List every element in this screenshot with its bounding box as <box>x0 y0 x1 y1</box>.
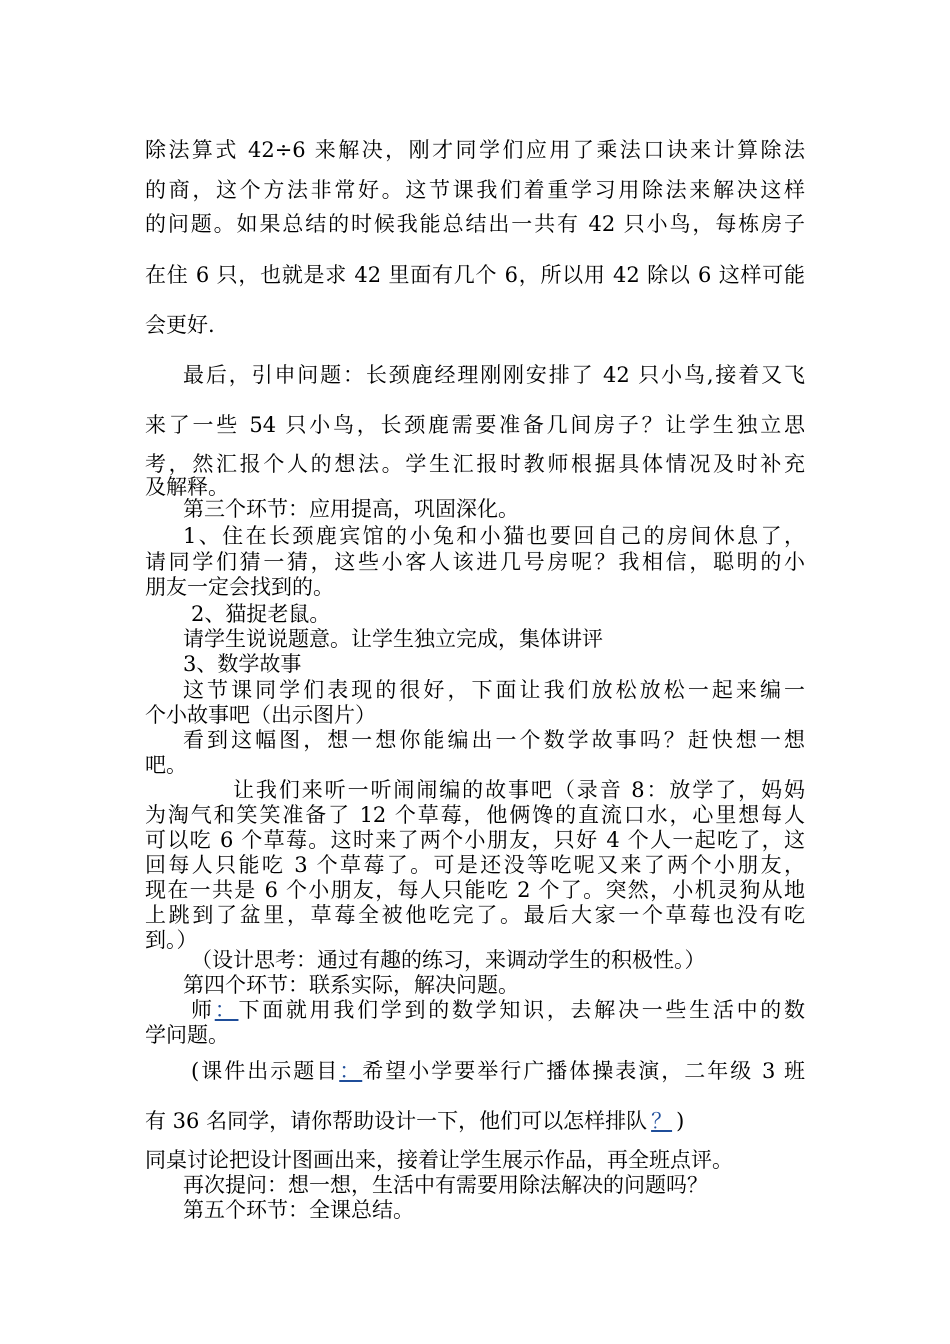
paragraph-line: 再次提问：想一想，生活中有需要用除法解决的问题吗？ <box>183 1173 708 1197</box>
comment-link[interactable]: ？ <box>651 1109 673 1133</box>
section-heading: 第三个环节：应用提高，巩固深化。 <box>183 497 519 521</box>
list-item: 2、猫捉老鼠。 <box>191 602 331 626</box>
paragraph-line: 最后，引申问题：长颈鹿经理刚刚安排了 42 只小鸟,接着又飞 <box>183 363 805 387</box>
paragraph-line: 看到这幅图，想一想你能编出一个数学故事吗？赶快想一想 <box>183 728 805 752</box>
paragraph-line: 的商，这个方法非常好。这节课我们着重学习用除法来解决这样 <box>145 178 805 202</box>
paragraph-line: 在住 6 只，也就是求 42 里面有几个 6，所以用 42 除以 6 这样可能 <box>145 263 805 287</box>
paragraph-line: 回每人只能吃 3 个草莓了。可是还没等吃呢又来了两个小朋友， <box>145 853 805 877</box>
paragraph-text: 有 36 名同学，请你帮助设计一下，他们可以怎样排队 <box>145 1109 648 1133</box>
list-item: 3、数学故事 <box>183 652 302 676</box>
paragraph-text: 希望小学要举行广播体操表演，二年级 3 班 <box>362 1059 805 1083</box>
paragraph-line: 除法算式 42÷6 来解决，刚才同学们应用了乘法口诀来计算除法 <box>145 138 805 162</box>
paragraph-line: 上跳到了盆里，草莓全被他吃完了。最后大家一个草莓也没有吃 <box>145 903 805 927</box>
paragraph-line <box>191 1058 805 1084</box>
teacher-label: 师 <box>191 998 215 1022</box>
paragraph-text: (课件出示题目 <box>191 1059 340 1083</box>
paragraph-text: 下面就用我们学到的数学知识，去解决一些生活中的数 <box>238 998 806 1022</box>
section-heading: 第四个环节：联系实际，解决问题。 <box>183 973 519 997</box>
comment-link[interactable]: ： <box>214 998 239 1022</box>
paragraph-line: 同桌讨论把设计图画出来，接着让学生展示作品，再全班点评。 <box>145 1148 733 1172</box>
paragraph-line: 现在一共是 6 个小朋友，每人只能吃 2 个了。突然，小机灵狗从地 <box>145 878 805 902</box>
paragraph-line: 的问题。如果总结的时候我能总结出一共有 42 只小鸟，每栋房子 <box>145 212 805 236</box>
paragraph-line: 可以吃 6 个草莓。这时来了两个小朋友，只好 4 个人一起吃了，这 <box>145 828 805 852</box>
paragraph-line: 会更好. <box>145 313 215 337</box>
paragraph-line: 请学生说说题意。让学生独立完成，集体讲评 <box>183 627 603 651</box>
paragraph-line: 1、住在长颈鹿宾馆的小兔和小猫也要回自己的房间休息了， <box>183 524 805 548</box>
paragraph-line <box>145 1108 805 1134</box>
paragraph-line: 吧。 <box>145 753 187 777</box>
design-note: （设计思考：通过有趣的练习，来调动学生的积极性。） <box>191 948 706 972</box>
paragraph-line: 来了一些 54 只小鸟，长颈鹿需要准备几间房子？让学生独立思 <box>145 413 805 437</box>
paragraph-line: 这节课同学们表现的很好，下面让我们放松放松一起来编一 <box>183 678 805 702</box>
paragraph-line: 请同学们猜一猜，这些小客人该进几号房呢？我相信，聪明的小 <box>145 550 805 574</box>
paragraph-line: 考，然汇报个人的想法。学生汇报时教师根据具体情况及时补充 <box>145 452 805 476</box>
paragraph-line: 朋友一定会找到的。 <box>145 575 334 599</box>
paragraph-line: 到。） <box>145 928 198 952</box>
paragraph-line: 让我们来听一听闹闹编的故事吧（录音 8：放学了，妈妈 <box>233 778 805 802</box>
comment-link[interactable]: ： <box>339 1059 363 1083</box>
paragraph-line: 及解释。 <box>145 475 229 499</box>
paragraph-line <box>191 997 805 1023</box>
paragraph-line: 为淘气和笑笑准备了 12 个草莓，他俩馋的直流口水，心里想每人 <box>145 803 805 827</box>
section-heading: 第五个环节：全课总结。 <box>183 1198 414 1222</box>
paragraph-text: ) <box>676 1109 685 1133</box>
paragraph-line: 个小故事吧（出示图片） <box>145 703 376 727</box>
paragraph-line: 学问题。 <box>145 1023 229 1047</box>
